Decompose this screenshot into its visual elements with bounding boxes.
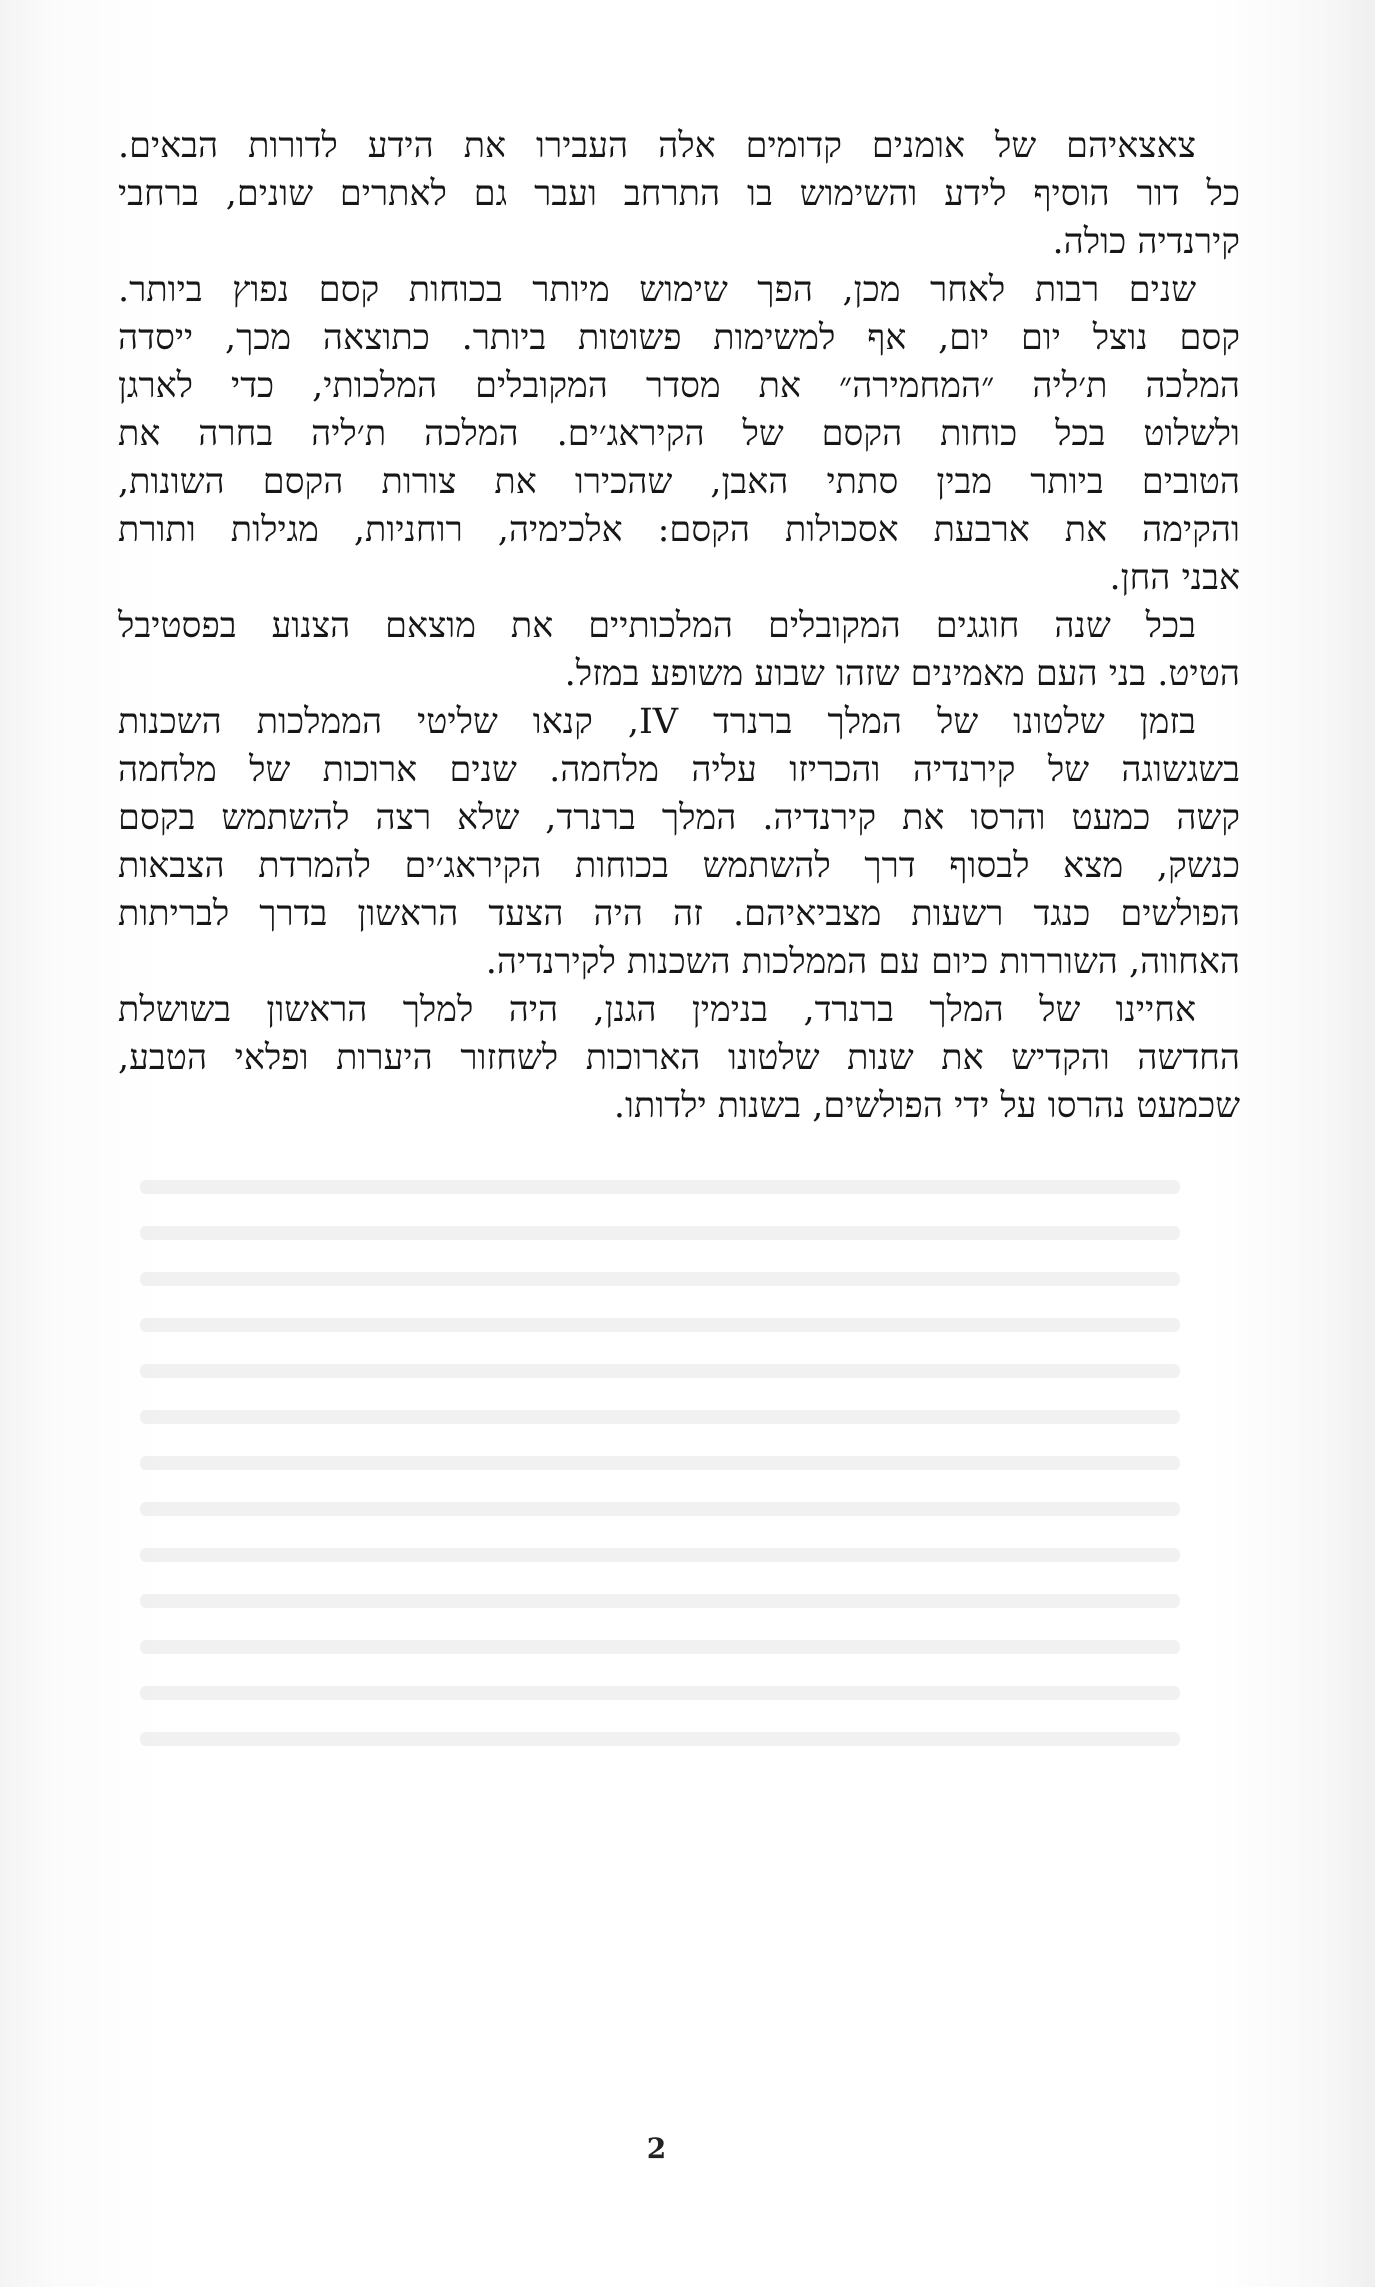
paragraph-2 bbox=[118, 266, 1240, 602]
text-line: החדשה והקדיש את שנות שלטונו הארוכות לשחזור היערות ופלאי הטבע, bbox=[118, 1038, 1240, 1078]
text-line: קירנדיה כולה. bbox=[1052, 222, 1240, 262]
text-line: בכל שנה חוגגים המקובלים המלכותיים את מוצאם הצנוע בפסטיבל bbox=[118, 606, 1196, 646]
text-line: הפולשים כנגד רשעות מצביאיהם. זה היה הצעד הראשון בדרך לבריתות bbox=[118, 894, 1240, 934]
paragraph-4 bbox=[118, 698, 1240, 986]
paragraph-5 bbox=[118, 986, 1240, 1130]
text-line: האחווה, השוררות כיום עם הממלכות השכנות לקירנדיה. bbox=[485, 942, 1240, 982]
paragraph-3 bbox=[118, 602, 1240, 698]
text-line: אבני החן. bbox=[1109, 558, 1240, 598]
text-line: קסם נוצל יום יום, אף למשימות פשוטות ביותר. כתוצאה מכך, ייסדה bbox=[118, 318, 1240, 358]
text-line: שנים רבות לאחר מכן, הפך שימוש מיותר בכוחות קסם נפוץ ביותר. bbox=[118, 270, 1196, 310]
text-line: הטובים ביותר מבין סתתי האבן, שהכירו את צורות הקסם השונות, bbox=[118, 462, 1240, 502]
body-text bbox=[118, 122, 1240, 1130]
text-line: צאצאיהם של אומנים קדומים אלה העבירו את הידע לדורות הבאים. bbox=[118, 126, 1196, 166]
text-line: קשה כמעט והרסו את קירנדיה. המלך ברנרד, שלא רצה להשתמש בקסם bbox=[118, 798, 1240, 838]
text-line: כל דור הוסיף לידע והשימוש בו התרחב ועבר גם לאתרים שונים, ברחבי bbox=[118, 174, 1240, 214]
text-line: הטיט. בני העם מאמינים שזהו שבוע משופע במזל. bbox=[564, 654, 1240, 694]
text-line: המלכה ת׳ליה ״המחמירה״ את מסדר המקובלים המלכותי, כדי לארגן bbox=[118, 366, 1240, 406]
paragraph-1 bbox=[118, 122, 1240, 266]
show-through-text bbox=[140, 1180, 1180, 1800]
text-line: בזמן שלטונו של המלך ברנרד IV, קנאו שליטי הממלכות השכנות bbox=[118, 702, 1196, 742]
text-line: בשגשוגה של קירנדיה והכריזו עליה מלחמה. שנים ארוכות של מלחמה bbox=[118, 750, 1240, 790]
text-line: והקימה את ארבעת אסכולות הקסם: אלכימיה, רוחניות, מגילות ותורת bbox=[118, 510, 1240, 550]
text-line: שכמעט נהרסו על ידי הפולשים, בשנות ילדותו. bbox=[613, 1086, 1240, 1126]
page-number: 2 bbox=[646, 2132, 667, 2165]
text-line: ולשלוט בכל כוחות הקסם של הקיראג׳ים. המלכה ת׳ליה בחרה את bbox=[118, 414, 1240, 454]
text-line: כנשק, מצא לבסוף דרך להשתמש בכוחות הקיראג׳ים להמרדת הצבאות bbox=[118, 846, 1240, 886]
text-line: אחיינו של המלך ברנרד, בנימין הגנן, היה למלך הראשון בשושלת bbox=[118, 990, 1196, 1030]
